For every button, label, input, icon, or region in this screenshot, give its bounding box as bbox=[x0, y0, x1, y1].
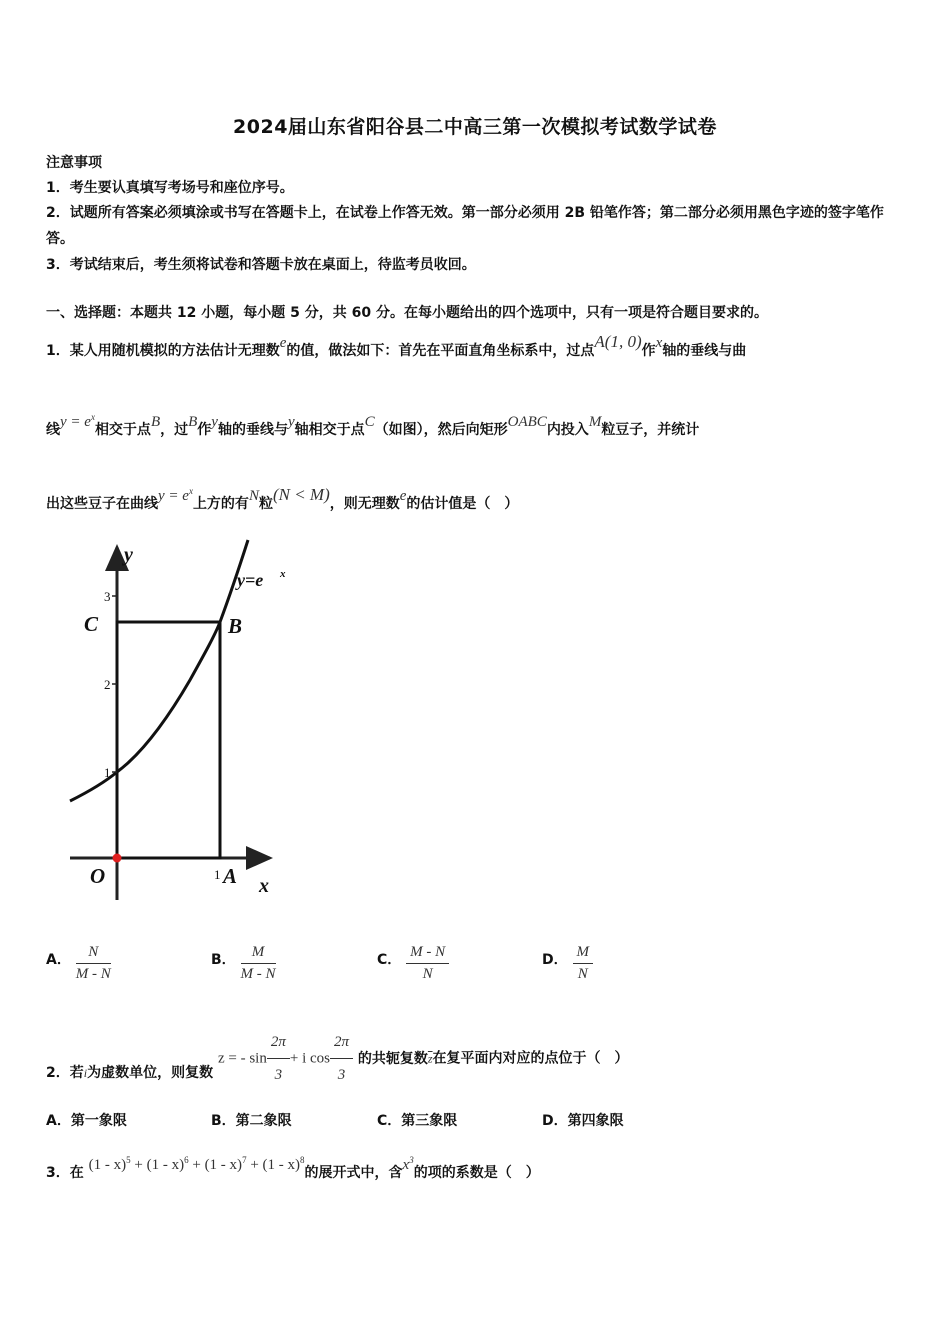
graph-figure bbox=[60, 535, 300, 905]
curve-label-exp: x bbox=[280, 568, 286, 580]
q2-text: 为虚数单位，则复数 bbox=[87, 1064, 214, 1081]
q1-text: 粒豆子，并统计 bbox=[601, 422, 700, 438]
plus: + bbox=[192, 1157, 201, 1173]
q2-line bbox=[46, 1028, 908, 1089]
q1-text: 线 bbox=[46, 422, 60, 438]
math-condition: (N < M) bbox=[272, 485, 330, 504]
fraction-num: 2π bbox=[330, 1028, 353, 1059]
q3-text: 的项的系数是（ ） bbox=[413, 1165, 540, 1181]
plus: + bbox=[134, 1157, 143, 1173]
math-mid-expr: + i cos bbox=[289, 1050, 330, 1067]
q1-text: 轴相交于点 bbox=[294, 422, 365, 438]
term: (1 - x) bbox=[204, 1157, 243, 1173]
q1-line-3 bbox=[46, 486, 908, 517]
math-b: B bbox=[150, 414, 161, 430]
q1-option-d[interactable] bbox=[542, 944, 593, 983]
notice-heading: 注意事项 bbox=[46, 155, 102, 171]
q1-option-c[interactable] bbox=[377, 944, 449, 983]
q2-choice-a[interactable]: A．第一象限 bbox=[46, 1113, 127, 1129]
q3-text: 3．在 bbox=[46, 1165, 84, 1181]
q1-text: ，则无理数 bbox=[329, 496, 400, 512]
q1-line-2 bbox=[46, 412, 908, 443]
notice-item-2: 2．试题所有答案必须填涂或书写在答题卡上，在试卷上作答无效。第一部分必须用 2B 铅笔作答；第二部分必须用黑色字迹的签字笔作答。 bbox=[46, 205, 884, 247]
q1-text: 作 bbox=[197, 422, 212, 438]
q1-text: 出这些豆子在曲线 bbox=[46, 496, 158, 512]
math-y: y bbox=[211, 414, 218, 430]
math-c: C bbox=[364, 414, 375, 430]
q3-line bbox=[46, 1155, 908, 1186]
q2-text: 2．若 bbox=[46, 1064, 84, 1081]
math-fraction bbox=[267, 1028, 290, 1089]
exponent: 6 bbox=[184, 1155, 189, 1165]
q2-choice-b[interactable]: B．第二象限 bbox=[211, 1113, 292, 1129]
q3-text: 的展开式中，含 bbox=[304, 1165, 403, 1181]
origin-dot bbox=[113, 854, 122, 863]
x-axis-label: x bbox=[259, 875, 269, 897]
q1-option-b[interactable] bbox=[211, 944, 276, 983]
term: (1 - x) bbox=[88, 1157, 127, 1173]
fraction-den: 3 bbox=[274, 1067, 283, 1083]
fraction-num: M bbox=[573, 944, 594, 964]
q1-text: 的估计值是（ ） bbox=[406, 496, 519, 512]
base: x bbox=[402, 1157, 410, 1173]
math-i: i bbox=[83, 1065, 88, 1080]
option-label: A． bbox=[46, 951, 71, 968]
option-label: D． bbox=[542, 951, 568, 968]
q1-text: 相交于点 bbox=[94, 422, 151, 438]
math-curve-exp: x bbox=[188, 486, 193, 496]
page-title: 2024届山东省阳谷县二中高三第一次模拟考试数学试卷 bbox=[233, 116, 717, 138]
term: (1 - x) bbox=[146, 1157, 185, 1173]
fraction-den: M - N bbox=[240, 966, 276, 982]
q1-text: 轴的垂线与 bbox=[217, 422, 288, 438]
option-fraction bbox=[76, 944, 111, 983]
exponent: 8 bbox=[300, 1155, 305, 1165]
y-axis-label: y bbox=[124, 544, 133, 566]
fraction-den: N bbox=[577, 966, 588, 982]
math-n: N bbox=[248, 488, 259, 504]
option-label: C． bbox=[377, 951, 402, 968]
option-label: B． bbox=[211, 951, 236, 968]
q1-text: ，过 bbox=[160, 422, 189, 438]
notice-item-1: 1．考生要认真填写考场号和座位序号。 bbox=[46, 180, 294, 196]
math-m: M bbox=[588, 414, 602, 430]
exponent: 3 bbox=[409, 1155, 414, 1165]
tick-y3-label: 3 bbox=[104, 589, 111, 604]
math-curve-base: y = e bbox=[158, 488, 189, 504]
fraction-den: 3 bbox=[337, 1067, 346, 1083]
curve-label: y=e bbox=[237, 570, 264, 590]
point-b-label: B bbox=[228, 614, 243, 638]
fraction-num: M - N bbox=[406, 944, 449, 964]
q2-choice-d[interactable]: D．第四象限 bbox=[542, 1113, 624, 1129]
exponent: 5 bbox=[126, 1155, 131, 1165]
fraction-num: M bbox=[241, 944, 276, 964]
notice-item-3: 3．考试结束后，考生须将试卷和答题卡放在桌面上，待监考员收回。 bbox=[46, 257, 476, 273]
math-z-expr: z = - sin bbox=[217, 1050, 267, 1067]
math-point-a: A(1, 0) bbox=[594, 332, 642, 351]
q1-text: 轴的垂线与曲 bbox=[662, 343, 747, 359]
point-a-label: A bbox=[223, 864, 238, 888]
q1-text: 1．某人用随机模拟的方法估计无理数 bbox=[46, 343, 280, 359]
tick-y2-label: 2 bbox=[104, 677, 111, 692]
option-fraction bbox=[406, 944, 449, 983]
fraction-num: N bbox=[76, 944, 111, 964]
section-heading: 一、选择题：本题共 12 小题，每小题 5 分，共 60 分。在每小题给出的四个选项中，只有一项是符合题目要求的。 bbox=[46, 305, 768, 321]
math-e: e bbox=[399, 488, 407, 504]
tick-y1-label: 1 bbox=[104, 765, 111, 780]
math-curve bbox=[60, 414, 95, 430]
fraction-num: 2π bbox=[267, 1028, 290, 1059]
q1-text: （如图），然后向矩形 bbox=[374, 422, 508, 438]
math-curve bbox=[158, 488, 193, 504]
math-e: e bbox=[279, 335, 287, 351]
math-oabc: OABC bbox=[507, 414, 547, 430]
fraction-den: N bbox=[422, 966, 433, 982]
q1-text: 上方的有 bbox=[192, 496, 249, 512]
math-curve-base: y = e bbox=[60, 414, 91, 430]
fraction-den: M - N bbox=[75, 966, 111, 982]
point-o-label: O bbox=[90, 864, 106, 888]
q2-choice-c[interactable]: C．第三象限 bbox=[377, 1113, 458, 1129]
q2-text: 的共轭复数 bbox=[357, 1050, 428, 1067]
math-x: x bbox=[655, 335, 663, 351]
q1-text: 的值，做法如下：首先在平面直角坐标系中，过点 bbox=[286, 343, 595, 359]
math-fraction bbox=[330, 1028, 353, 1089]
math-x-cubed bbox=[403, 1157, 414, 1173]
q1-line-1 bbox=[46, 332, 908, 364]
math-zbar: $\overline{z}$ bbox=[427, 1051, 433, 1066]
rectangle-oabc bbox=[117, 622, 220, 858]
q1-text: 作 bbox=[641, 343, 656, 359]
math-expansion bbox=[89, 1157, 305, 1173]
q1-text: 粒 bbox=[258, 496, 273, 512]
term: (1 - x) bbox=[262, 1157, 301, 1173]
q1-option-a[interactable] bbox=[46, 944, 111, 983]
math-curve-exp: x bbox=[90, 412, 95, 422]
option-fraction bbox=[573, 944, 594, 983]
math-b: B bbox=[188, 414, 198, 430]
exponent: 7 bbox=[242, 1155, 247, 1165]
point-c-label: C bbox=[84, 612, 99, 636]
tick-x1-label: 1 bbox=[214, 867, 221, 882]
q1-text: 内投入 bbox=[546, 422, 589, 438]
plus: + bbox=[250, 1157, 259, 1173]
math-y: y bbox=[287, 414, 295, 430]
option-fraction bbox=[241, 944, 276, 983]
q2-text: 在复平面内对应的点位于（ ） bbox=[432, 1050, 629, 1067]
